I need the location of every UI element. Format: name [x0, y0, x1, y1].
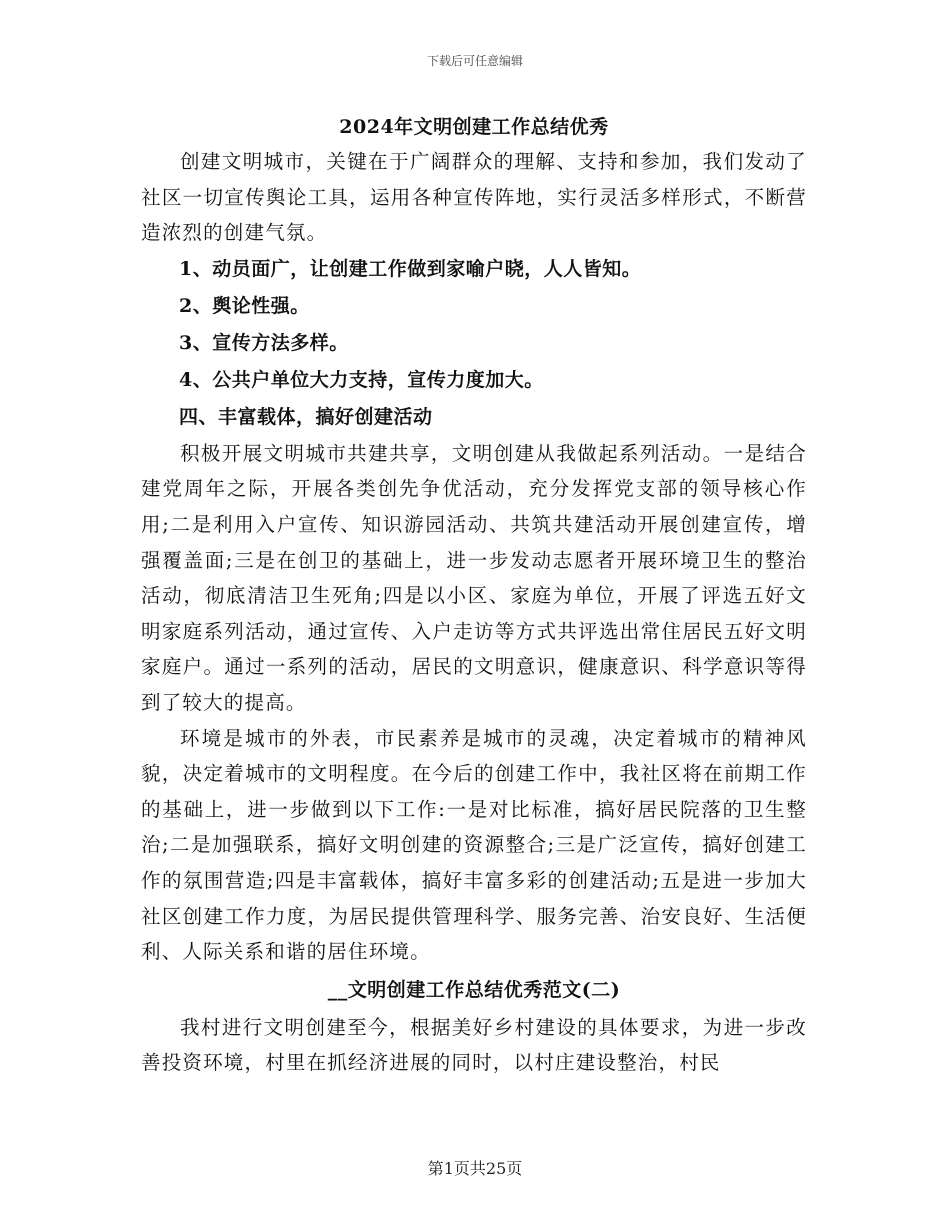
section-heading: 四、丰富载体，搞好创建活动: [179, 405, 433, 428]
body-paragraph: 我村进行文明创建至今，根据美好乡村建设的具体要求，为进一步改善投资环境，村里在抓经济进展的同时，以村庄建设整治，村民: [141, 1015, 807, 1075]
list-item: 2、舆论性强。: [179, 294, 310, 317]
page-number: 第1页共25页: [427, 1159, 523, 1178]
document-body: [141, 112, 807, 1081]
document-title: 2024年文明创建工作总结优秀: [339, 116, 609, 138]
section-subtitle: __文明创建工作总结优秀范文(二): [327, 978, 621, 1001]
header-note: 下载后可任意编辑: [426, 54, 523, 68]
list-item: 4、公共户单位大力支持，宣传力度加大。: [179, 368, 544, 391]
body-paragraph: 积极开展文明城市共建共享，文明创建从我做起系列活动。一是结合建党周年之际，开展各类创先争优活动，充分发挥党支部的领导核心作用;二是利用入户宣传、知识游园活动、共筑共建活动开展创建宣传，增强覆盖面;三是在创卫的基础上，进一步发动志愿者开展环境卫生的整治活动，彻底清洁卫生死角;四是以小区、家庭为单位，开展了评选五好文明家庭系列活动，通过宣传、入户走访等方式共评选出常住居民五好文明家庭户。通过一系列的活动，居民的文明意识，健康意识、科学意识等得到了较大的提高。: [141, 441, 807, 714]
intro-paragraph: 创建文明城市，关键在于广阔群众的理解、支持和参加，我们发动了社区一切宣传舆论工具，运用各种宣传阵地，实行灵活多样形式，不断营造浓烈的创建气氛。: [141, 150, 807, 245]
list-item: 3、宣传方法多样。: [179, 331, 349, 354]
list-item: 1、动员面广，让创建工作做到家喻户晓，人人皆知。: [179, 257, 642, 280]
body-paragraph: 环境是城市的外表，市民素养是城市的灵魂，决定着城市的精神风貌，决定着城市的文明程度。在今后的创建工作中，我社区将在前期工作的基础上，进一步做到以下工作:一是对比标准，搞好居民院落的卫生整治;二是加强联系，搞好文明创建的资源整合;三是广泛宣传，搞好创建工作的氛围营造;四是丰富载体，搞好丰富多彩的创建活动;五是进一步加大社区创建工作力度，为居民提供管理科学、服务完善、治安良好、生活便利、人际关系和谐的居住环境。: [141, 726, 807, 964]
